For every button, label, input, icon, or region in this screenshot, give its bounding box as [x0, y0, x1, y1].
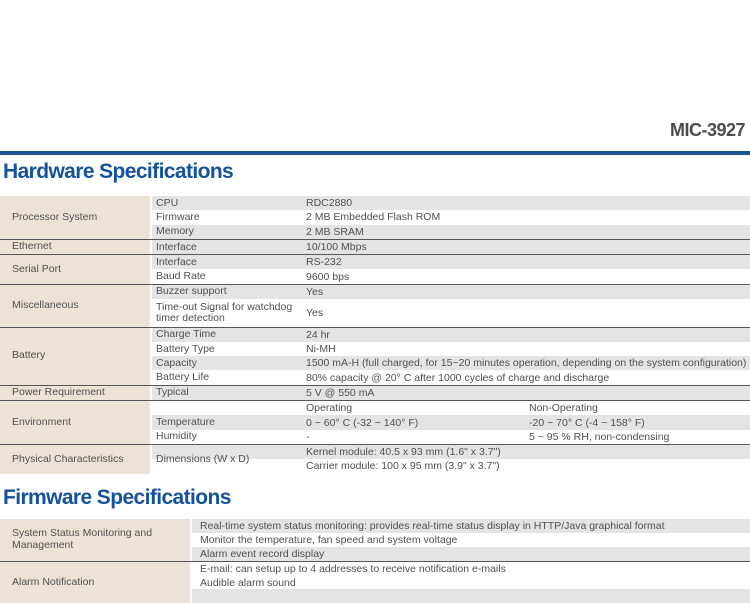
spec-row: [152, 328, 750, 342]
spec-value: Yes: [306, 285, 324, 298]
spec-value: 10/100 Mbps: [306, 241, 367, 254]
spec-category-label: Physical Characteristics: [0, 445, 150, 474]
spec-label: Memory: [156, 225, 194, 238]
spec-group-ethernet: [0, 239, 750, 254]
section-title-hardware: Hardware Specifications: [3, 160, 234, 183]
spec-category-label: Battery: [0, 328, 150, 385]
spec-row-cutoff: [192, 589, 750, 603]
spec-value-non-operating: -20 ~ 70° C (-4 ~ 158° F): [529, 416, 645, 429]
spec-label: Charge Time: [156, 328, 217, 341]
spec-label: Typical: [156, 386, 189, 399]
spec-row: [192, 576, 750, 590]
spec-label: Interface: [156, 240, 197, 253]
spec-row: [152, 370, 750, 384]
spec-value: Yes: [306, 306, 324, 319]
spec-group-environment: [0, 400, 750, 444]
spec-value: 2 MB Embedded Flash ROM: [306, 211, 441, 224]
spec-value: Alarm event record display: [200, 547, 325, 560]
spec-category-label: Ethernet: [0, 240, 150, 254]
spec-category-label: Power Requirement: [0, 386, 150, 400]
product-title: MIC-3927: [669, 120, 745, 140]
spec-value: Ni-MH: [306, 343, 336, 356]
spec-group-serial-port: [0, 254, 750, 284]
spec-row: [152, 196, 750, 210]
spec-row: [192, 547, 750, 561]
spec-value: Carrier module: 100 x 95 mm (3.9" x 3.7"): [306, 460, 500, 473]
spec-row: [152, 299, 750, 327]
firmware-spec-table: [0, 519, 750, 603]
spec-value: Monitor the temperature, fan speed and system voltage: [200, 533, 458, 546]
spec-category-label: System Status Monitoring and Management: [0, 519, 190, 561]
spec-row: [152, 210, 750, 224]
spec-label: Capacity: [156, 356, 197, 369]
spec-value: 2 MB SRAM: [306, 225, 364, 238]
spec-group-physical-characteristics: [0, 444, 750, 474]
spec-row: [152, 356, 750, 370]
spec-value-operating: -: [306, 430, 310, 443]
spec-label: Baud Rate: [156, 270, 206, 283]
spec-row: [152, 430, 750, 444]
section-title-firmware: Firmware Specifications: [3, 486, 231, 509]
spec-group-processor-system: [0, 196, 750, 239]
spec-category-label: Miscellaneous: [0, 285, 150, 327]
spec-value: Audible alarm sound: [200, 576, 296, 589]
spec-category-label: Serial Port: [0, 255, 150, 284]
spec-row: [152, 285, 750, 299]
spec-value: E-mail: can setup up to 4 addresses to receive notification e-mails: [200, 562, 506, 575]
spec-category-label: Alarm Notification: [0, 562, 190, 603]
spec-row: [152, 342, 750, 356]
spec-value: 9600 bps: [306, 270, 350, 283]
spec-label: Humidity: [156, 430, 197, 443]
spec-row: [152, 255, 750, 269]
spec-value-non-operating: 5 ~ 95 % RH, non-condensing: [529, 430, 670, 443]
spec-row: [192, 533, 750, 547]
spec-label: Battery Type: [156, 342, 215, 355]
spec-row: [192, 562, 750, 576]
spec-group-battery: [0, 327, 750, 385]
hardware-spec-table: [0, 196, 750, 474]
spec-category-label: Environment: [0, 401, 150, 444]
spec-row: [192, 519, 750, 533]
spec-value-operating: Operating: [306, 402, 353, 415]
spec-label: Firmware: [156, 210, 200, 223]
spec-row: [152, 240, 750, 254]
spec-value: Kernel module: 40.5 x 93 mm (1.6" x 3.7"): [306, 446, 501, 459]
spec-value-non-operating: Non-Operating: [529, 402, 598, 415]
spec-value: RS-232: [306, 256, 342, 269]
spec-value: 80% capacity @ 20° C after 1000 cycles of charge and discharge: [306, 371, 610, 384]
spec-value-operating: 0 ~ 60° C (-32 ~ 140° F): [306, 416, 419, 429]
spec-value: 24 hr: [306, 328, 330, 341]
header-rule: [0, 151, 750, 155]
spec-row: [152, 401, 750, 415]
spec-group-system-status-monitoring: [0, 519, 750, 561]
spec-value: Real-time system status monitoring: provides real-time status display in HTTP/Java graphical format: [200, 519, 665, 532]
spec-row: [152, 415, 750, 429]
spec-label-dimensions: Dimensions (W x D): [156, 453, 250, 466]
spec-value: 1500 mA-H (full charged, for 15~20 minutes operation, depending on the system configuration): [306, 357, 747, 370]
spec-row: [152, 225, 750, 239]
spec-group-miscellaneous: [0, 284, 750, 327]
spec-label: Interface: [156, 255, 197, 268]
spec-label: Temperature: [156, 416, 215, 428]
spec-label: Buzzer support: [156, 285, 227, 298]
spec-row: [152, 269, 750, 283]
spec-label: CPU: [156, 196, 179, 209]
spec-group-alarm-notification: [0, 561, 750, 603]
spec-group-power-requirement: [0, 385, 750, 400]
spec-row: [152, 386, 750, 400]
spec-category-label: Processor System: [0, 196, 150, 239]
spec-label: Time-out Signal for watchdog timer detection: [156, 300, 293, 324]
spec-value: RDC2880: [306, 197, 353, 210]
spec-label: Battery Life: [156, 371, 210, 384]
spec-value: 5 V @ 550 mA: [306, 386, 375, 399]
